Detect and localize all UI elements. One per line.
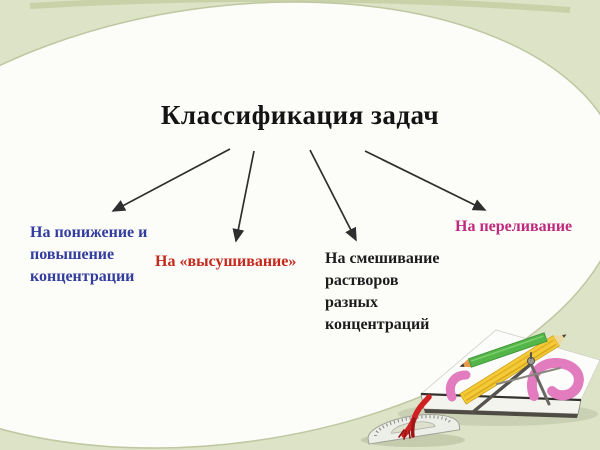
label-line: разных: [325, 294, 379, 311]
label-pouring: [455, 216, 572, 238]
slide-title: Классификация задач: [160, 100, 440, 130]
label-line: На «высушивание»: [155, 253, 297, 270]
label-line: концентраций: [325, 316, 430, 333]
label-line: растворов: [325, 272, 399, 289]
label-line: На смешивание: [325, 250, 440, 267]
label-line: На понижение и: [30, 224, 148, 241]
label-mixing: [325, 248, 439, 336]
label-line: концентрации: [30, 268, 135, 285]
label-line: На переливание: [455, 218, 573, 235]
label-concentration-change: [30, 222, 147, 288]
label-line: повышение: [30, 246, 115, 263]
label-drying: [155, 251, 296, 273]
